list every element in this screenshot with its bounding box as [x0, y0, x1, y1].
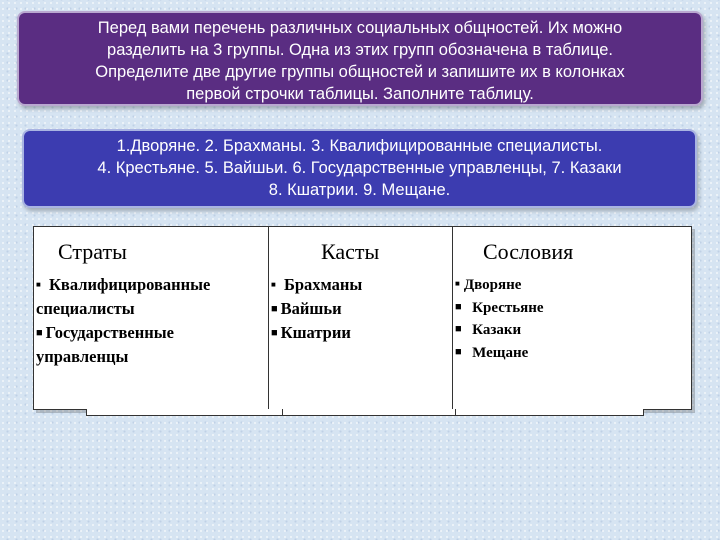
bullet-icon: ■	[271, 303, 278, 315]
list-item: ■ Кшатрии	[271, 323, 351, 342]
task-line: Перед вами перечень различных социальных общностей. Их можно	[97, 19, 623, 37]
list-item: ■ Государственные	[36, 323, 174, 342]
list-item: ■ Крестьяне	[455, 299, 544, 316]
task-line: первой строчки таблицы. Заполните таблицу.	[186, 85, 534, 103]
bullet-icon: ■	[455, 279, 460, 288]
estates-cell	[455, 273, 690, 364]
list-item: ■ Вайшьи	[271, 299, 342, 318]
bullet-icon: ■	[455, 300, 462, 313]
task-line: разделить на 3 группы. Одна из этих групп обозначена в таблице.	[107, 41, 613, 59]
bullet-icon: ■	[36, 280, 41, 289]
task-line: Определите две другие группы общностей и запишите их в колонках	[95, 63, 625, 81]
list-item: ■ Квалифицированные	[36, 275, 211, 294]
answer-table	[33, 226, 692, 410]
list-item: ■ Мещане	[455, 344, 529, 361]
bullet-icon: ■	[271, 280, 276, 289]
table-divider	[455, 409, 456, 415]
task-instruction-box	[17, 11, 703, 106]
strata-column	[34, 227, 268, 409]
bullet-icon: ■	[455, 323, 462, 335]
community-list-box	[22, 129, 697, 208]
estates-column	[452, 227, 692, 409]
estates-header: Сословия	[483, 239, 574, 264]
list-item: ■ Дворяне	[455, 277, 522, 293]
bullet-icon: ■	[36, 327, 43, 339]
bullet-icon: ■	[271, 327, 278, 339]
list-item: управленцы	[36, 347, 129, 366]
list-item: ■ Брахманы	[271, 275, 363, 294]
strata-header: Страты	[58, 239, 127, 264]
list-line: 1.Дворяне. 2. Брахманы. 3. Квалифицированные специалисты.	[116, 137, 603, 155]
table-bottom-strip	[86, 409, 644, 416]
table-divider	[282, 409, 283, 415]
castes-column	[268, 227, 453, 409]
list-item: специалисты	[36, 299, 135, 318]
bullet-icon: ■	[455, 345, 462, 358]
list-line: 8. Кшатрии. 9. Мещане.	[268, 181, 451, 199]
castes-header: Касты	[321, 239, 380, 264]
strata-cell	[36, 273, 266, 369]
castes-cell	[271, 273, 451, 345]
list-line: 4. Крестьяне. 5. Вайшьи. 6. Государственные управленцы, 7. Казаки	[97, 159, 622, 177]
list-item: ■ Казаки	[455, 322, 522, 338]
